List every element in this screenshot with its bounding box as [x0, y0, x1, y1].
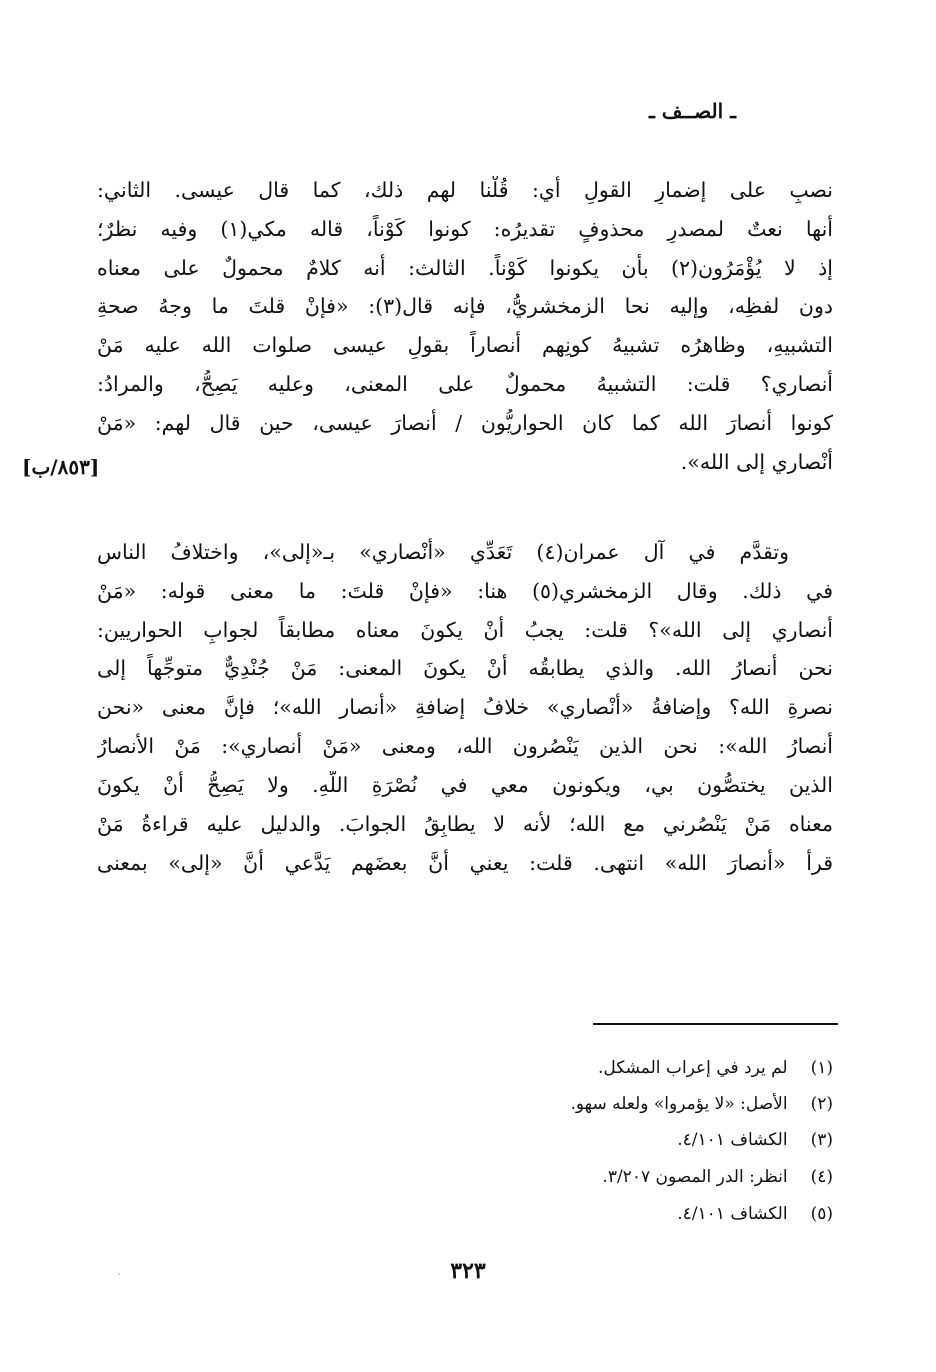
- footnote-number: (٣): [810, 1130, 833, 1150]
- footnote-text: الكشاف ٤/١٠١.: [677, 1130, 788, 1150]
- text-line: التشبيهِ، وظاهرُه تشبيهُ كونِهم أنصاراً بقولِ عيسى صلوات الله عليه مَنْ: [97, 333, 833, 357]
- text-line: نصبٍ على إضمارِ القولِ أي: قُلْنا لهم ذلك، كما قال عيسى. الثاني:: [97, 178, 833, 202]
- manuscript-folio-marker: [٨٥٣/ب]: [22, 455, 100, 479]
- text-line: في ذلك. وقال الزمخشري(٥) هنا: «فإنْ قلتَ: ما معنى قوله: «مَنْ: [97, 579, 833, 603]
- footnote: [413, 1165, 833, 1189]
- footnote-text: لم يرد في إعراب المشكل.: [597, 1058, 788, 1078]
- text-line: كونوا أنصارَ الله كما كان الحواريُّون / أنصارَ عيسى، حين قال لهم: «مَنْ: [97, 411, 833, 435]
- footnote: [413, 1056, 833, 1080]
- footnote-separator: [593, 1023, 838, 1025]
- text-line: أَنْصاري إلى الله».: [680, 450, 833, 474]
- text-line: وتقدَّم في آل عمران(٤) تَعَدِّي «أَنْصاري» بـ«إلى»، واختلافُ الناسِ: [97, 540, 789, 564]
- text-line: معناه مَنْ يَنْصُرني مع الله؛ لأنه لا يطابِقُ الجوابَ. والدليل عليه قراءةُ مَنْ: [97, 812, 833, 836]
- footnote-number: (٥): [810, 1204, 833, 1224]
- footnote-text: الأصل: «لا يؤمروا» ولعله سهو.: [570, 1094, 788, 1114]
- page-number: ٣٢٣: [450, 1258, 486, 1284]
- footnote-number: (٢): [810, 1094, 833, 1114]
- text-line: أنها نعتٌ لمصدرٍ محذوفٍ تقديرُه: كونوا كَوْناً، قاله مكي(١) وفيه نظرٌ؛: [97, 217, 833, 241]
- footnote-number: (١): [810, 1058, 833, 1078]
- footnote-number: (٤): [810, 1167, 833, 1187]
- text-line: دون لفظِه، وإليه نحا الزمخشريُّ، فإنه قال(٣): «فإنْ قلتَ ما وجهُ صحةِ: [97, 294, 833, 318]
- footnote: [413, 1092, 833, 1116]
- scan-speck: [118, 1273, 120, 1275]
- text-line: نصرةِ الله؟ وإضافةُ «أَنْصاري» خلافُ إضافةِ «أنصار الله»؛ فإنَّ معنى «نحن: [97, 695, 833, 719]
- text-line: قرأ «أنصارَ الله» انتهى. قلت: يعني أنَّ بعضَهم يَدَّعي أنَّ «إلى» بمعنى: [97, 851, 833, 875]
- text-line: نحن أنصارُ الله. والذي يطابقُه أَنْ يكونَ المعنى: مَنْ جُنْدِيٌّ متوجِّهاً إلى: [97, 656, 833, 680]
- footnote: [413, 1128, 833, 1152]
- text-line: أنصارُ الله»: نحن الذين يَنْصُرون الله، ومعنى «مَنْ أنصاري»: مَنْ الأنصارُ: [97, 734, 833, 758]
- text-line: أنصاري؟ قلت: التشبيهُ محمولٌ على المعنى، وعليه يَصِحُّ، والمرادُ:: [97, 372, 833, 396]
- text-line: إذ لا يُؤْمَرُون(٢) بأن يكونوا كَوْناً. الثالث: أنه كلامٌ محمولٌ على معناه: [97, 256, 833, 280]
- text-line: أنصاري إلى الله»؟ قلت: يجبُ أَنْ يكونَ معناه مطابقاً لجوابِ الحواريين:: [97, 618, 833, 642]
- footnote-text: الكشاف ٤/١٠١.: [677, 1204, 788, 1224]
- footnote: [413, 1202, 833, 1226]
- footnote-text: انظر: الدر المصون ٣/٢٠٧.: [602, 1167, 788, 1187]
- running-header: ـ الصــف ـ: [648, 99, 736, 123]
- text-line: الذين يختصُّون بي، ويكونون معي في نُصْرَةِ اللَّهِ. ولا يَصِحُّ أَنْ يكونَ: [97, 773, 833, 797]
